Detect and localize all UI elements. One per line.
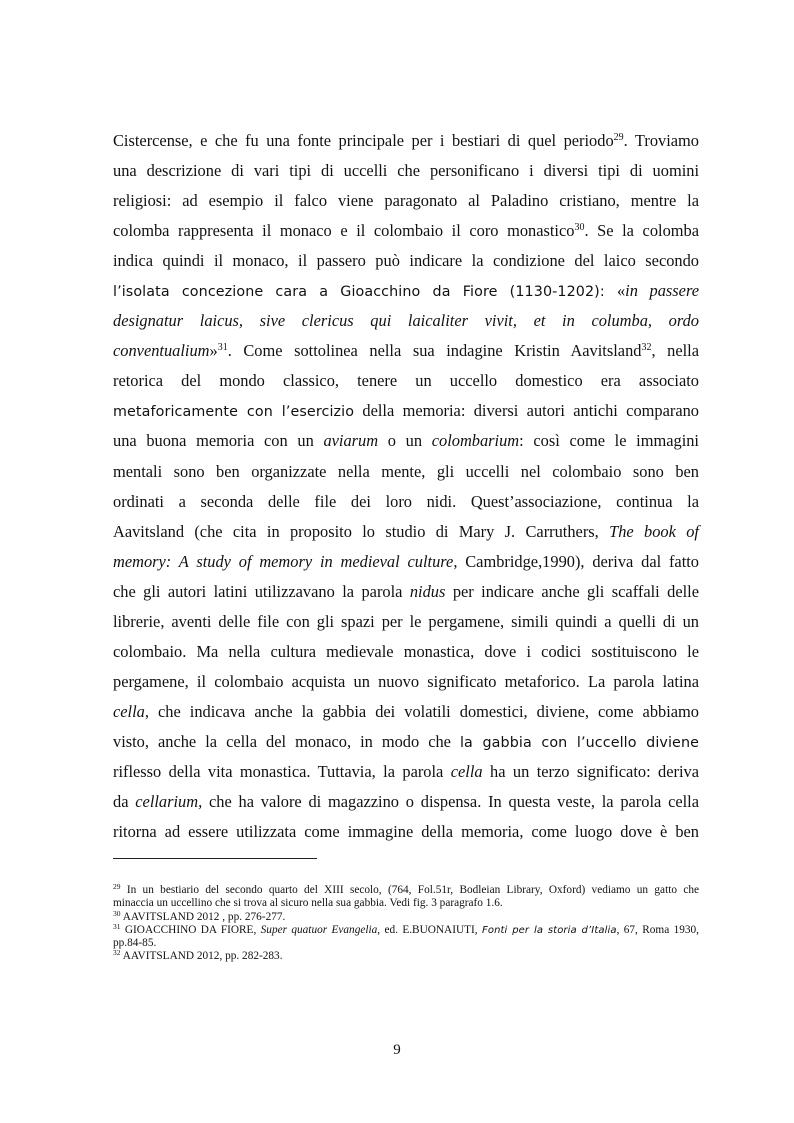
text-line bbox=[113, 186, 699, 216]
text-span: memory: A study of memory in medieval culture bbox=[113, 551, 454, 571]
footnote-line bbox=[113, 884, 699, 897]
text-span: colombarium bbox=[431, 431, 520, 451]
text-span: . Come sottolinea nella sua indagine Kristin Aavitsland bbox=[227, 341, 642, 361]
text-span: che gli autori latini utilizzavano la parola bbox=[113, 581, 410, 601]
footnote-ref: 31 bbox=[217, 342, 228, 354]
text-line bbox=[113, 667, 699, 697]
text-line bbox=[113, 817, 699, 847]
text-line bbox=[113, 577, 699, 607]
text-line bbox=[113, 637, 699, 667]
footnote-text: pp.84-85. bbox=[113, 937, 157, 950]
text-line bbox=[113, 787, 699, 817]
text-span: cella bbox=[113, 701, 145, 721]
text-span: da bbox=[113, 792, 136, 812]
text-span: , che indicava anche la gabbia dei volatili domestici, diviene, come abbiamo bbox=[144, 701, 699, 721]
text-span: della memoria: diversi autori antichi comparano bbox=[354, 401, 699, 421]
footnote-text: , 67, Roma 1930, bbox=[616, 923, 699, 936]
text-span: ritorna ad essere utilizzata come immagine della memoria, come luogo dove è ben bbox=[113, 822, 699, 842]
text-span: pergamene, il colombaio acquista un nuovo significato metaforico. La parola latina bbox=[113, 671, 699, 691]
text-span: aviarum bbox=[323, 431, 379, 451]
footnote-line bbox=[113, 897, 699, 910]
footnote-text: In un bestiario del secondo quarto del XIII secolo, (764, Fol.51r, Bodleian Library, Oxford) vediamo un gatto che bbox=[120, 884, 699, 896]
text-span: che ha valore di magazzino o dispensa. In questa veste, la parola cella bbox=[202, 792, 699, 812]
footnote-ref: 29 bbox=[613, 132, 624, 143]
footnote-text: AAVITSLAND 2012, pp. 282-283. bbox=[120, 950, 283, 963]
text-line bbox=[113, 276, 699, 306]
text-line bbox=[113, 607, 699, 637]
footnote-ref: 30 bbox=[574, 222, 585, 234]
text-span: cellarium, bbox=[135, 792, 203, 812]
text-span: una buona memoria con un bbox=[113, 431, 324, 451]
text-line bbox=[113, 487, 699, 517]
footnote-ref: 32 bbox=[641, 342, 652, 354]
text-span: l’isolata concezione cara a Gioacchino da Fiore (1130-1202): bbox=[113, 284, 617, 301]
footnote-line bbox=[113, 908, 699, 924]
text-span: « bbox=[616, 281, 626, 301]
text-span: conventualium bbox=[113, 341, 210, 361]
footnote-line bbox=[113, 937, 699, 950]
text-line bbox=[113, 547, 699, 577]
footnote bbox=[113, 908, 699, 924]
text-line bbox=[113, 517, 699, 547]
text-line bbox=[113, 426, 699, 456]
text-span: nidus bbox=[409, 581, 446, 601]
text-span: ordinati a seconda delle file dei loro nidi. Quest’associazione, continua la bbox=[113, 491, 699, 511]
body-text bbox=[113, 126, 699, 847]
text-span: una descrizione di vari tipi di uccelli che personificano i diversi tipi di uomini bbox=[113, 161, 699, 181]
text-line bbox=[113, 757, 699, 787]
text-line bbox=[113, 727, 699, 757]
footnote-line bbox=[113, 950, 699, 963]
footnote-ref: 31 bbox=[113, 921, 121, 931]
text-span: mentali sono ben organizzate nella mente, gli uccelli nel colombaio sono ben bbox=[113, 461, 699, 481]
text-span: colomba rappresenta il monaco e il colombaio il coro monastico bbox=[113, 221, 575, 241]
text-line bbox=[113, 336, 699, 366]
text-span: » bbox=[209, 341, 218, 361]
footnote-text: AAVITSLAND 2012 , pp. 276-277. bbox=[120, 910, 286, 923]
text-span: Cistercense, e che fu una fonte principale per i bestiari di quel periodo bbox=[113, 131, 614, 150]
text-line bbox=[113, 457, 699, 487]
text-line bbox=[113, 216, 699, 246]
footnote-ref: 30 bbox=[113, 908, 121, 918]
text-span: cella bbox=[450, 761, 483, 781]
footnote-text: Fonti per la storia d’Italia bbox=[482, 924, 617, 936]
footnote-text: Super quatuor Evangelia bbox=[260, 923, 378, 936]
text-line bbox=[113, 366, 699, 396]
text-span: . Se la colomba bbox=[584, 221, 699, 241]
text-span: librerie, aventi delle file con gli spazi per le pergamene, simili quindi a quelli di un bbox=[113, 611, 699, 631]
footnote-text: , ed. E.BUONAIUTI, bbox=[377, 923, 482, 936]
text-span: Aavitsland (che cita in proposito lo studio di Mary J. Carruthers, bbox=[113, 521, 610, 541]
footnote-ref: 29 bbox=[113, 882, 121, 891]
page-number: 9 bbox=[393, 1042, 401, 1058]
text-span: , nella bbox=[651, 341, 699, 361]
footnote-text: minaccia un uccellino che si trova al sicuro nella sua gabbia. Vedi fig. 3 paragrafo 1.6. bbox=[113, 897, 503, 910]
footnote bbox=[113, 921, 699, 951]
text-line bbox=[113, 126, 699, 156]
text-span: metaforicamente con l’esercizio bbox=[113, 404, 355, 421]
text-line bbox=[113, 697, 699, 727]
text-span: designatur laicus, sive clericus qui laicaliter vivit, et in columba, ordo bbox=[113, 311, 699, 331]
footnotes bbox=[113, 884, 699, 964]
text-line bbox=[113, 396, 699, 426]
text-span: retorica del mondo classico, tenere un uccello domestico era associato bbox=[113, 371, 699, 391]
footnote-ref: 32 bbox=[113, 948, 121, 958]
text-span: religiosi: ad esempio il falco viene paragonato al Paladino cristiano, mentre la bbox=[113, 191, 699, 211]
text-line bbox=[113, 306, 699, 336]
text-span: colombaio. Ma nella cultura medievale monastica, dove i codici sostituiscono le bbox=[113, 641, 699, 661]
text-span: The book of bbox=[609, 521, 699, 541]
text-line bbox=[113, 246, 699, 276]
footnote-text: GIOACCHINO DA FIORE, bbox=[120, 923, 261, 936]
text-span: : così come le immagini bbox=[519, 431, 699, 451]
footnote-line bbox=[113, 921, 699, 937]
text-span: visto, anche la cella del monaco, in modo che bbox=[113, 731, 460, 751]
text-span: o un bbox=[378, 431, 432, 451]
footnote-separator bbox=[113, 858, 317, 859]
text-span: , Cambridge,1990), deriva dal fatto bbox=[453, 551, 700, 571]
text-span: . Troviamo bbox=[623, 131, 699, 150]
text-span: riflesso della vita monastica. Tuttavia, la parola bbox=[113, 761, 451, 781]
text-span: ha un terzo significato: deriva bbox=[482, 761, 699, 781]
text-line bbox=[113, 156, 699, 186]
text-span: la gabbia con l’uccello diviene bbox=[459, 734, 699, 751]
text-span: in passere bbox=[625, 281, 699, 301]
text-span: per indicare anche gli scaffali delle bbox=[445, 581, 699, 601]
footnote bbox=[113, 884, 699, 911]
text-span: indica quindi il monaco, il passero può indicare la condizione del laico secondo bbox=[113, 251, 699, 271]
footnote bbox=[113, 950, 699, 963]
